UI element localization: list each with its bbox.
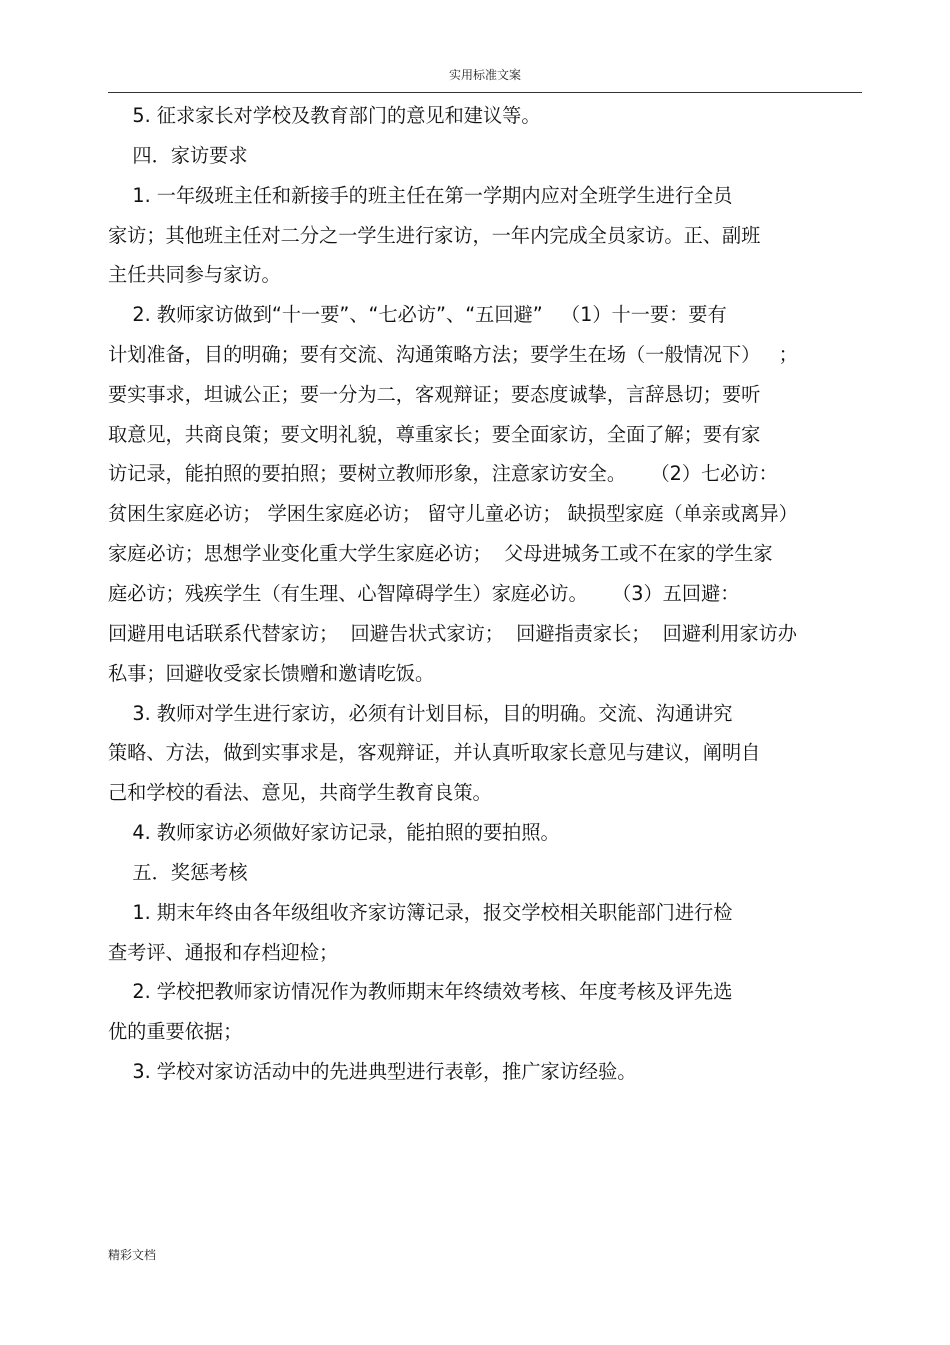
paragraph-line: 私事；回避收受家长馈赠和邀请吃饭。 (108, 662, 435, 685)
paragraph-line: 家庭必访；思想学业变化重大学生家庭必访； 父母进城务工或不在家的学生家 (108, 542, 773, 565)
paragraph-line: 2. 教师家访做到“十一要”、“七必访”、“五回避” （1）十一要：要有 (108, 303, 727, 326)
paragraph-line: 己和学校的看法、意见，共商学生教育良策。 (108, 781, 492, 804)
paragraph-line: 2. 学校把教师家访情况作为教师期末年终绩效考核、年度考核及评先选 (108, 980, 733, 1003)
paragraph-line: 贫困生家庭必访； 学困生家庭必访； 留守儿童必访； 缺损型家庭（单亲或离异） (108, 502, 798, 525)
paragraph-line: 查考评、通报和存档迎检； (108, 941, 339, 964)
paragraph-line: 访记录，能拍照的要拍照；要树立教师形象，注意家访安全。 （2）七必访： (108, 462, 778, 485)
section-heading: 五．奖惩考核 (108, 861, 248, 884)
paragraph-line: 1. 期末年终由各年级组收齐家访簿记录，报交学校相关职能部门进行检 (108, 901, 733, 924)
paragraph-line: 家访；其他班主任对二分之一学生进行家访，一年内完成全员家访。正、副班 (108, 224, 761, 247)
paragraph-line: 3. 学校对家访活动中的先进典型进行表彰，推广家访经验。 (108, 1060, 637, 1083)
paragraph-line: 回避用电话联系代替家访； 回避告状式家访； 回避指责家长； 回避利用家访办 (108, 622, 797, 645)
paragraph-line: 4. 教师家访必须做好家访记录，能拍照的要拍照。 (108, 821, 560, 844)
paragraph-line: 5. 征求家长对学校及教育部门的意见和建议等。 (108, 104, 541, 127)
paragraph-line: 庭必访；残疾学生（有生理、心智障碍学生）家庭必访。 （3）五回避： (108, 582, 740, 605)
paragraph-line: 要实事求，坦诚公正；要一分为二，客观辩证；要态度诚挚，言辞恳切；要听 (108, 383, 761, 406)
section-heading: 四．家访要求 (108, 144, 248, 167)
page-header (108, 64, 862, 93)
header-title: 实用标准文案 (448, 68, 521, 82)
paragraph-line: 主任共同参与家访。 (108, 263, 281, 286)
paragraph-line: 策略、方法，做到实事求是，客观辩证，并认真听取家长意见与建议，阐明自 (108, 741, 761, 764)
paragraph-line: 3. 教师对学生进行家访，必须有计划目标，目的明确。交流、沟通讲究 (108, 702, 733, 725)
paragraph-line: 计划准备，目的明确；要有交流、沟通策略方法；要学生在场（一般情况下） ； (108, 343, 798, 366)
page-footer: 精彩文档 (108, 1248, 157, 1262)
paragraph-line: 1. 一年级班主任和新接手的班主任在第一学期内应对全班学生进行全员 (108, 184, 733, 207)
paragraph-line: 取意见，共商良策；要文明礼貌，尊重家长；要全面家访，全面了解；要有家 (108, 423, 761, 446)
paragraph-line: 优的重要依据； (108, 1020, 243, 1043)
